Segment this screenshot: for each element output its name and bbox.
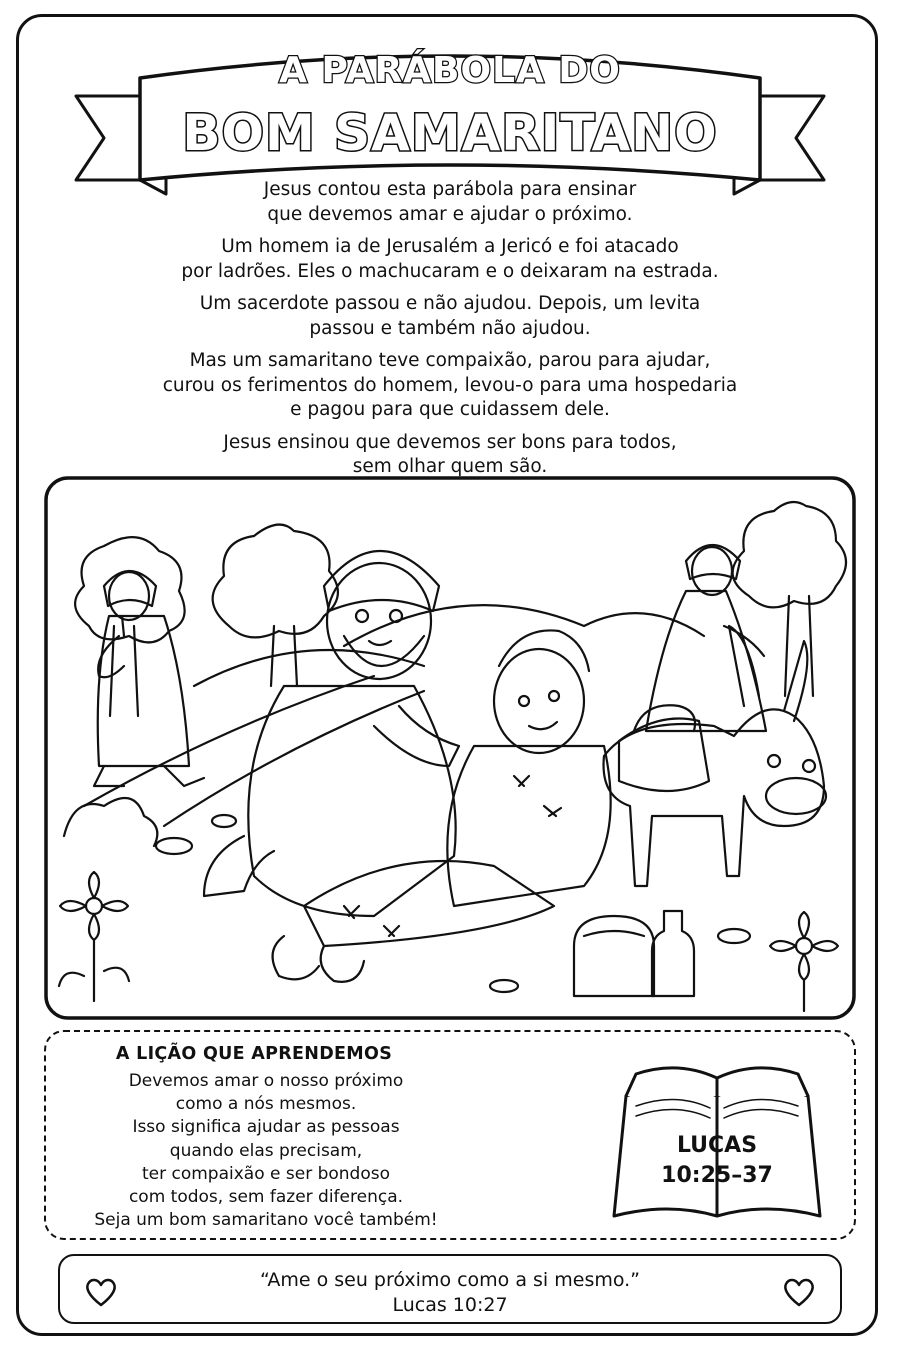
book-reference-line-1: LUCAS bbox=[676, 1133, 758, 1158]
story-paragraph-4: Mas um samaritano teve compaixão, parou para ajudar, curou os ferimentos do homem, levou-o para uma hospedaria e pagou para que cuidassem dele. bbox=[162, 350, 738, 420]
verse-reference: Lucas 10:27 bbox=[392, 1294, 508, 1316]
lesson-box bbox=[44, 1030, 856, 1240]
book-reference-line-2: 10:25–37 bbox=[661, 1163, 773, 1188]
story-paragraph-2: Um homem ia de Jerusalém a Jericó e foi atacado por ladrões. Eles o machucaram e o deixaram na estrada. bbox=[181, 236, 719, 282]
story-paragraph-1: Jesus contou esta parábola para ensinar que devemos amar e ajudar o próximo. bbox=[263, 179, 637, 225]
verse-text bbox=[60, 1268, 840, 1318]
open-book-icon bbox=[606, 1056, 828, 1226]
verse-quote: “Ame o seu próximo como a si mesmo.” bbox=[259, 1269, 641, 1291]
story-paragraph-5: Jesus ensinou que devemos ser bons para todos, sem olhar quem são. bbox=[223, 431, 677, 477]
lesson-text: Devemos amar o nosso próximo como a nós mesmos. Isso significa ajudar as pessoas quando elas precisam, ter compaixão e ser bondoso com todos, sem fazer diferença. Seja um bom samaritano você também! bbox=[94, 1071, 438, 1231]
heart-icon-right bbox=[782, 1276, 816, 1308]
samaritan-illustration bbox=[44, 476, 856, 1020]
story-text bbox=[90, 178, 810, 488]
story-paragraph-3: Um sacerdote passou e não ajudou. Depois, um levita passou e também não ajudou. bbox=[199, 293, 701, 339]
lesson-title: A LIÇÃO QUE APRENDEMOS bbox=[115, 1044, 393, 1064]
title-line-1: A PARÁBOLA DO bbox=[279, 50, 621, 91]
verse-box bbox=[58, 1254, 842, 1324]
title-line-2: BOM SAMARITANO bbox=[182, 104, 718, 162]
